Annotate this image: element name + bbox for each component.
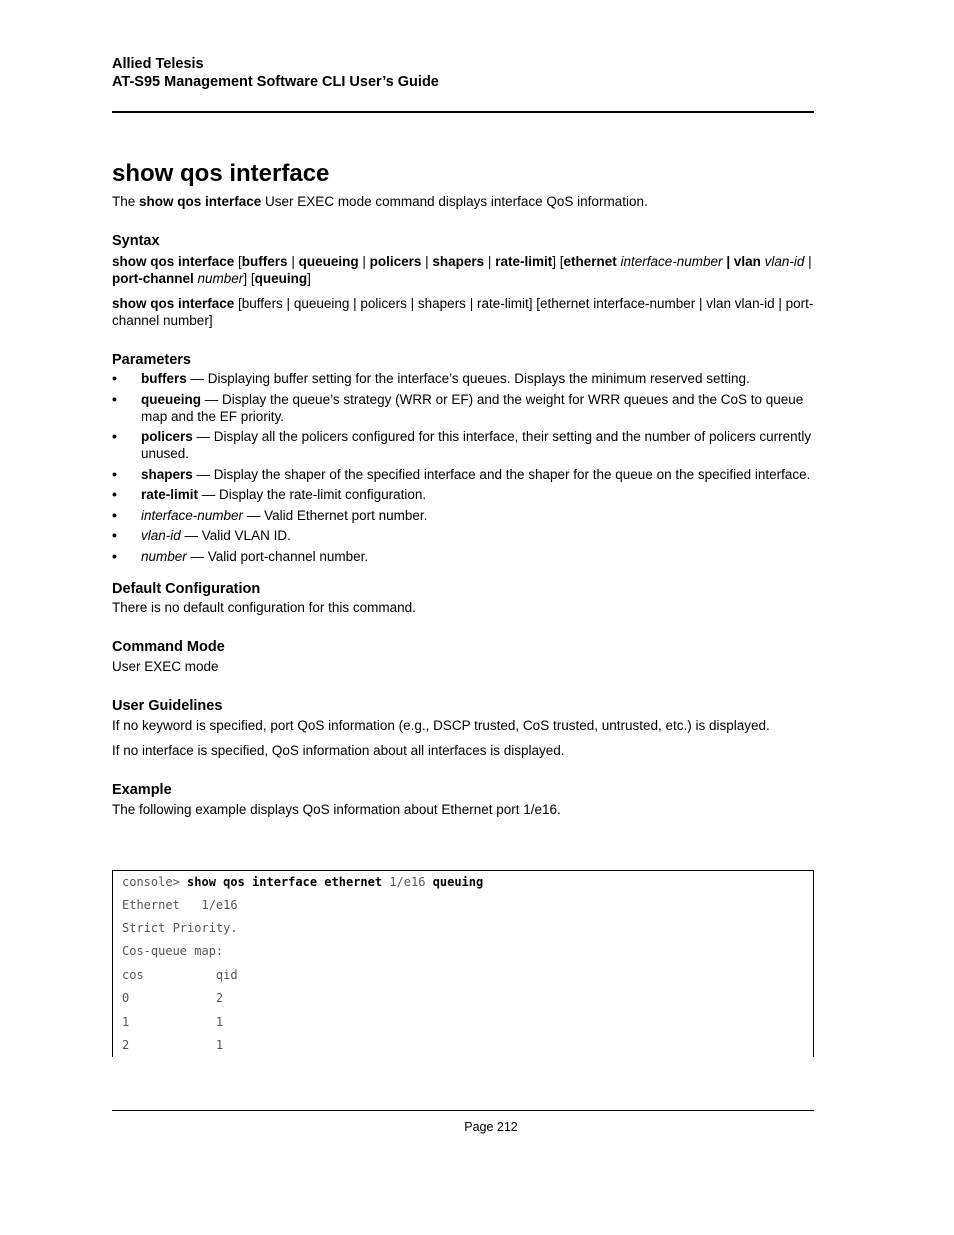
parameter-item (112, 466, 814, 483)
syntax-part: rate-limit (495, 254, 553, 269)
syntax-part: | (421, 254, 433, 269)
parameter-term: vlan-id (141, 528, 181, 543)
code-line: Ethernet 1/e16 (122, 898, 238, 912)
header-company: Allied Telesis (112, 56, 204, 72)
parameter-term: policers (141, 429, 193, 444)
syntax-part: vlan (733, 254, 761, 269)
command-mode-heading: Command Mode (112, 638, 225, 655)
parameter-description: — Valid port-channel number. (186, 548, 369, 564)
default-config-text: There is no default configuration for this command. (112, 599, 416, 615)
page-number: Page 212 (464, 1120, 518, 1134)
command-mode-text: User EXEC mode (112, 658, 219, 674)
syntax-line-formatted (112, 253, 814, 287)
content-body (112, 193, 814, 818)
syntax-part: ] [ (243, 271, 255, 286)
syntax-plain-rest: [buffers | queueing | policers | shapers | rate-limit] [ethernet interface-number | vlan vlan-id | port-channel number] (112, 296, 814, 328)
parameter-item (112, 370, 814, 387)
parameter-description: — Valid VLAN ID. (180, 528, 291, 543)
code-argument: 1/e16 (382, 875, 433, 889)
syntax-plain-command: show qos interface (112, 296, 235, 311)
code-prompt: console> (122, 875, 188, 889)
syntax-part: buffers (241, 254, 288, 269)
code-line: Strict Priority. (122, 921, 238, 935)
parameter-term: number (141, 548, 187, 564)
syntax-part: queuing (254, 271, 308, 286)
code-line: 1 1 (122, 1015, 224, 1029)
parameter-item (112, 391, 814, 425)
user-guidelines-p2: If no interface is specified, QoS information about all interfaces is displayed. (112, 742, 565, 758)
syntax-part: shapers (432, 254, 485, 269)
code-line: 0 2 (122, 991, 224, 1005)
parameter-term: shapers (141, 466, 193, 482)
syntax-part: queueing (298, 254, 359, 269)
parameter-item (112, 428, 814, 462)
example-text: The following example displays QoS information about Ethernet port 1/e16. (112, 801, 561, 817)
parameters-list (112, 370, 814, 565)
header-rule (112, 111, 814, 113)
parameter-item (112, 548, 814, 565)
syntax-part: show qos interface (112, 254, 235, 269)
syntax-part: vlan-id (764, 254, 805, 269)
intro-text-end: User EXEC mode command displays interface QoS information. (261, 194, 648, 209)
syntax-part: ] [ (552, 254, 564, 269)
parameter-description: — Displaying buffer setting for the interface’s queues. Displays the minimum reserved setting. (186, 371, 750, 386)
syntax-part: | (722, 254, 734, 269)
parameter-item (112, 486, 814, 503)
syntax-line-plain (112, 295, 814, 329)
default-config-heading: Default Configuration (112, 580, 261, 597)
syntax-part: [ (234, 254, 242, 269)
user-guidelines-heading: User Guidelines (112, 697, 223, 714)
intro-paragraph (112, 193, 814, 210)
code-line: Cos-queue map: (122, 944, 224, 958)
footer-rule (112, 1110, 814, 1111)
syntax-part: interface-number (620, 254, 723, 269)
page-title: show qos interface (112, 160, 330, 187)
parameter-term: buffers (141, 371, 187, 386)
parameter-term: queueing (141, 391, 201, 407)
parameter-description: — Display the rate-limit configuration. (198, 487, 427, 502)
parameter-description: — Valid Ethernet port number. (243, 507, 428, 523)
syntax-part: | (484, 254, 496, 269)
parameters-heading: Parameters (112, 352, 191, 368)
code-command: show qos interface ethernet (187, 875, 383, 889)
parameter-description: — Display the shaper of the specified interface and the shaper for the queue on the specified interface. (192, 466, 811, 482)
code-command-keyword: queuing (432, 875, 484, 889)
syntax-part: number (197, 271, 244, 286)
parameter-description: — Display all the policers configured for this interface, their setting and the number of policers currently unused. (141, 429, 812, 461)
syntax-part: port-channel (112, 271, 194, 286)
syntax-heading: Syntax (112, 233, 160, 249)
parameter-description: — Display the queue’s strategy (WRR or EF) and the weight for WRR queues and the CoS to queue map and the EF priority. (141, 391, 804, 424)
parameter-term: interface-number (141, 507, 244, 523)
intro-text: The (112, 194, 140, 209)
parameter-term: rate-limit (141, 487, 199, 502)
syntax-part: ] (307, 271, 311, 286)
intro-command: show qos interface (139, 194, 262, 209)
running-header (112, 55, 439, 91)
parameter-item (112, 527, 814, 544)
syntax-part: ethernet (563, 254, 617, 269)
parameter-item (112, 507, 814, 524)
code-line: 2 1 (122, 1038, 224, 1052)
example-heading: Example (112, 781, 172, 798)
syntax-part: | (287, 254, 299, 269)
syntax-part: | (804, 254, 812, 269)
syntax-part: policers (369, 254, 422, 269)
syntax-part: | (358, 254, 370, 269)
code-command-line (122, 875, 483, 889)
user-guidelines-p1: If no keyword is specified, port QoS information (e.g., DSCP trusted, CoS trusted, untrusted, etc.) is displayed. (112, 717, 770, 733)
header-guide-title: AT-S95 Management Software CLI User’s Guide (112, 74, 439, 90)
code-line: cos qid (122, 968, 238, 982)
code-example-box (112, 870, 814, 1057)
